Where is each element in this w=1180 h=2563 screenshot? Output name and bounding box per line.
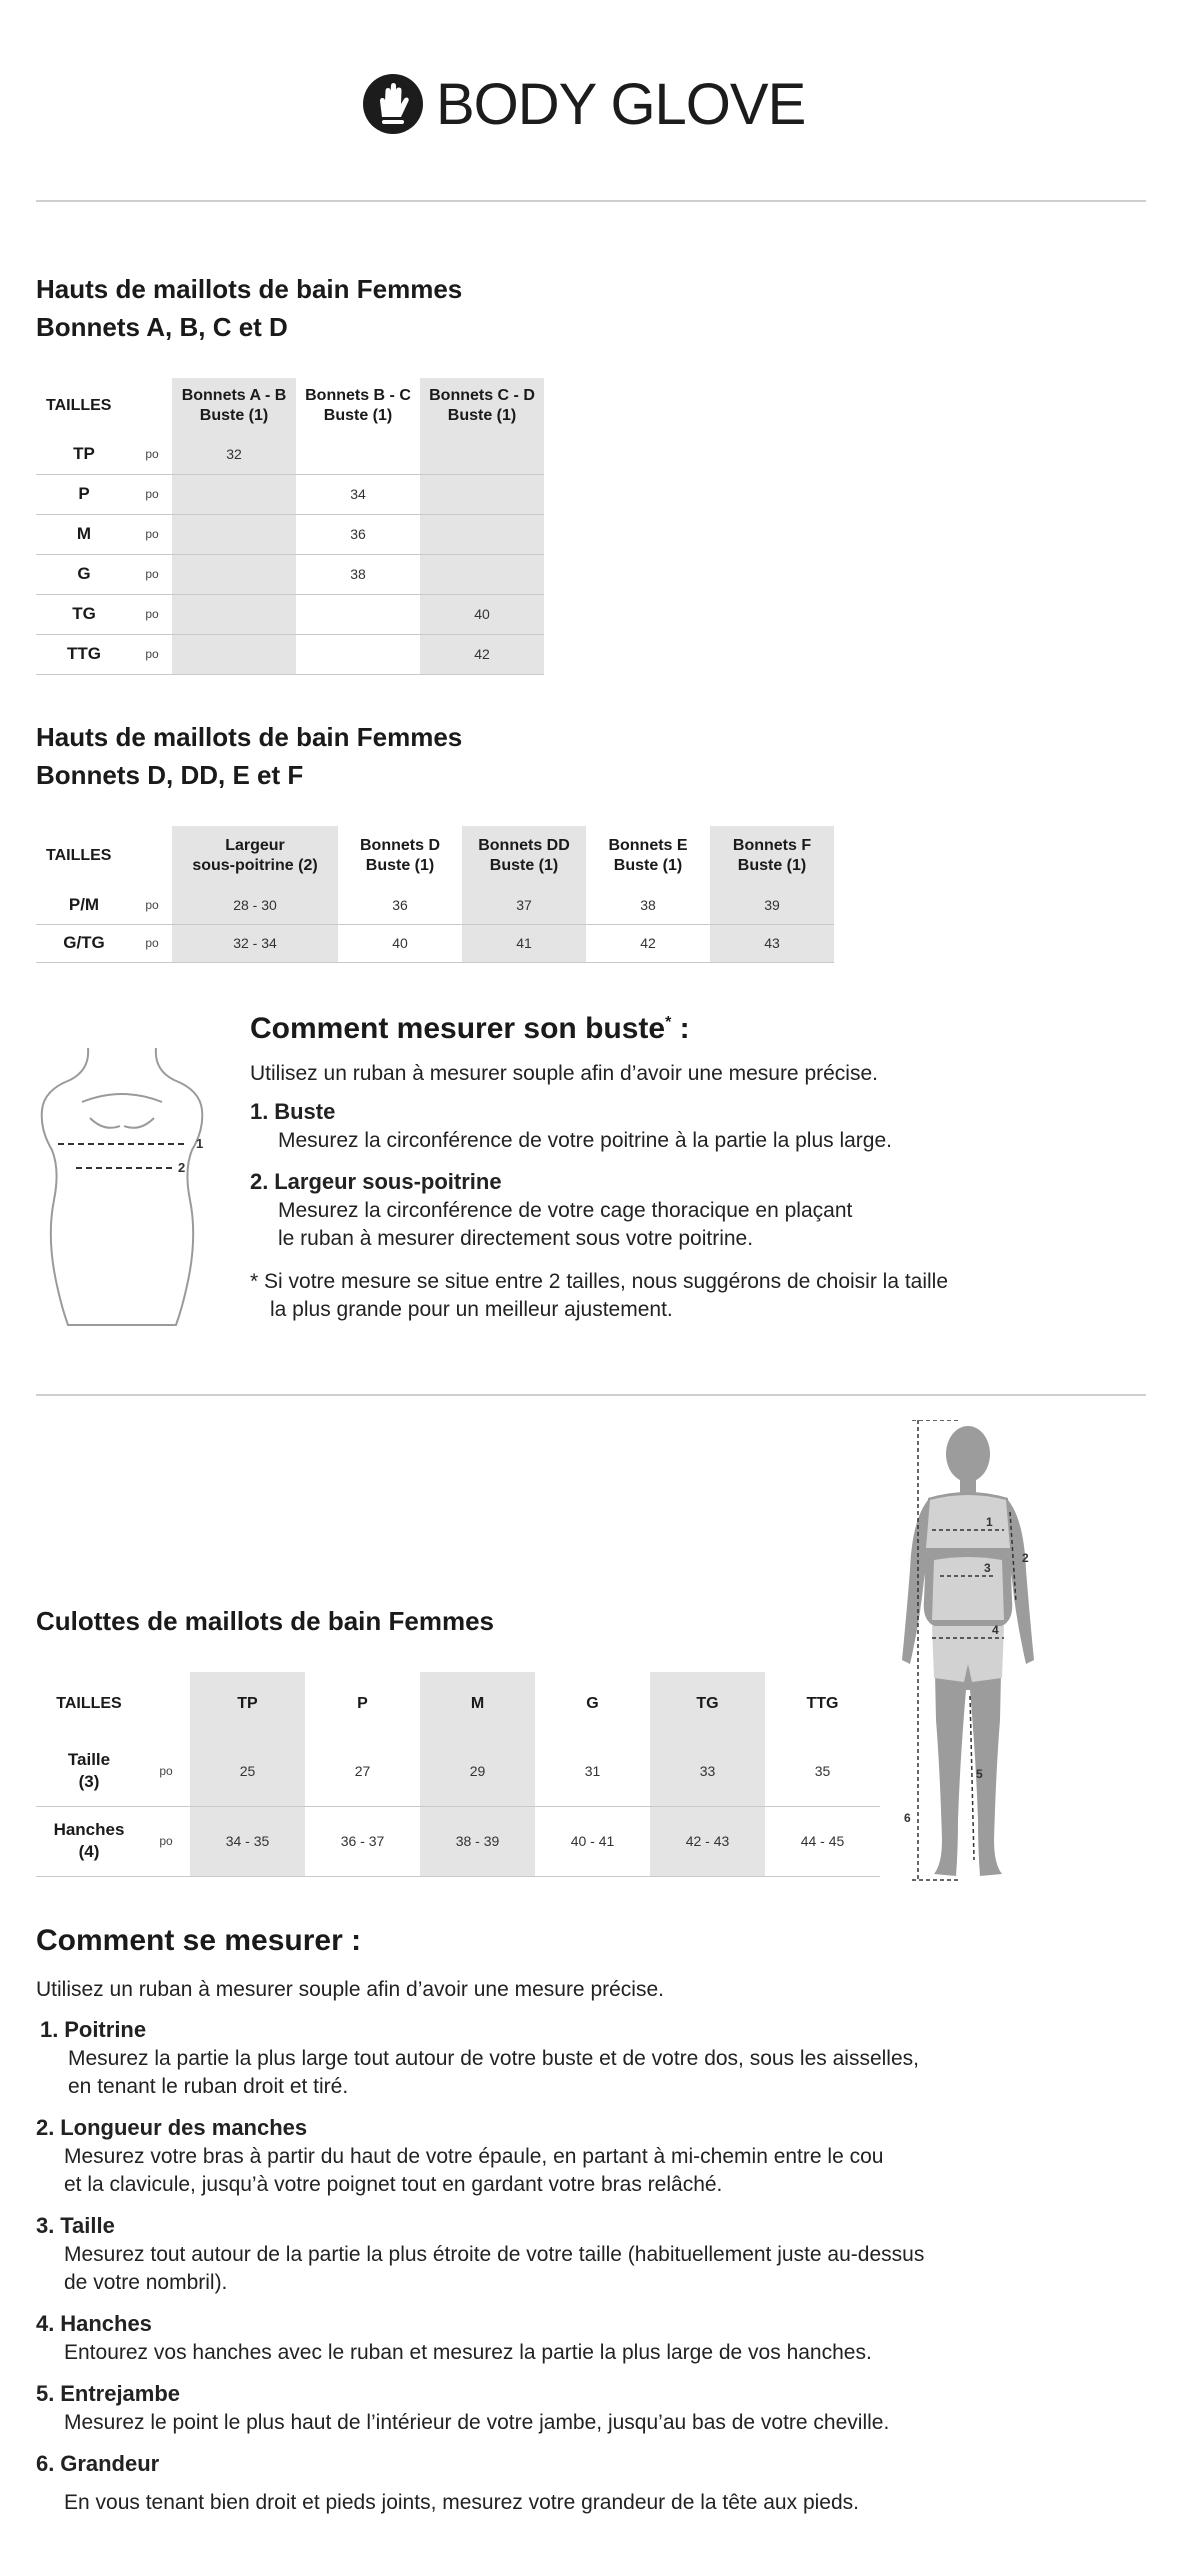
table-row [36, 924, 834, 962]
col-size-tg: TG [650, 1672, 765, 1736]
table-row [36, 434, 544, 474]
item-number: 2. [36, 2115, 55, 2140]
col-sub: sous-poitrine (2) [192, 857, 318, 874]
value-cell: 40 - 41 [535, 1806, 650, 1876]
bust-howto-title [250, 1012, 690, 1046]
size-cell: G [36, 554, 132, 594]
item-desc: Mesurez la circonférence de votre poitrine à la partie la plus large. [278, 1129, 892, 1152]
table-row [36, 886, 834, 924]
tops-def-title [36, 718, 462, 794]
value-cell: 36 [296, 514, 420, 554]
table-row [36, 554, 544, 594]
body-howto-item-3 [36, 2212, 924, 2297]
col-sub: Buste (1) [447, 407, 517, 424]
figure-label-5: 5 [976, 1767, 983, 1781]
value-cell: 36 [338, 886, 462, 924]
size-cell: P/M [36, 886, 132, 924]
col-size-tp: TP [190, 1672, 305, 1736]
unit-cell: po [142, 1806, 190, 1876]
figure-label-2: 2 [1022, 1551, 1029, 1565]
brand-logo [360, 66, 820, 142]
row-label-num: (3) [78, 1771, 100, 1791]
figure-label-2: 2 [178, 1160, 186, 1175]
body-howto-title: Comment se mesurer : [36, 1924, 362, 1957]
item-desc: Mesurez la circonférence de votre cage thoracique en plaçant [278, 1199, 853, 1222]
value-cell: 25 [190, 1736, 305, 1806]
value-cell: 28 - 30 [172, 886, 338, 924]
value-cell [172, 554, 296, 594]
unit-cell: po [132, 474, 172, 514]
figure-label-6: 6 [904, 1811, 911, 1825]
value-cell: 40 [338, 924, 462, 962]
bust-howto-item-1 [250, 1098, 892, 1155]
col-sub: Buste (1) [737, 857, 807, 874]
value-cell: 39 [710, 886, 834, 924]
col-unit [142, 1672, 190, 1736]
value-cell: 42 [420, 634, 544, 674]
size-cell: P [36, 474, 132, 514]
item-title: Largeur sous-poitrine [274, 1169, 502, 1194]
col-label: Largeur [225, 837, 285, 854]
col-label: Bonnets E [608, 837, 688, 854]
body-howto-item-1 [40, 2016, 919, 2101]
body-howto-item-4 [36, 2310, 872, 2367]
value-cell: 34 - 35 [190, 1806, 305, 1876]
col-label: Bonnets F [732, 837, 812, 854]
value-cell: 44 - 45 [765, 1806, 880, 1876]
tops-def-title-line1: Hauts de maillots de bain Femmes [36, 722, 463, 752]
figure-label-4: 4 [992, 1623, 999, 1637]
figure-label-1: 1 [986, 1515, 993, 1529]
item-title: Hanches [60, 2311, 152, 2336]
value-cell: 41 [462, 924, 586, 962]
col-unit [132, 826, 172, 886]
item-title: Poitrine [64, 2017, 147, 2042]
item-desc: Mesurez votre bras à partir du haut de votre épaule, en partant à mi-chemin entre le cou [64, 2145, 884, 2168]
body-howto-item-6 [36, 2450, 859, 2517]
body-howto-intro: Utilisez un ruban à mesurer souple afin d’avoir une mesure précise. [36, 1978, 664, 2001]
col-sizes: TAILLES [46, 847, 112, 864]
item-number: 5. [36, 2381, 55, 2406]
table-header-row [36, 378, 544, 434]
item-desc: Mesurez tout autour de la partie la plus étroite de votre taille (habituellement juste au-dessus [64, 2243, 925, 2266]
col-cup-f [710, 826, 834, 886]
col-label: Bonnets B - C [305, 387, 411, 404]
col-cup-ab [172, 378, 296, 434]
bottoms-title: Culottes de maillots de bain Femmes [36, 1606, 494, 1636]
size-cell: TTG [36, 634, 132, 674]
tops-def-title-line2: Bonnets D, DD, E et F [36, 760, 304, 790]
item-number: 3. [36, 2213, 55, 2238]
row-label [36, 1736, 142, 1806]
item-desc: Entourez vos hanches avec le ruban et mesurez la partie la plus large de vos hanches. [64, 2341, 872, 2364]
col-sizes: TAILLES [56, 1695, 122, 1712]
unit-cell: po [132, 434, 172, 474]
item-title: Taille [60, 2213, 115, 2238]
col-cup-d [338, 826, 462, 886]
col-label: Bonnets D [360, 837, 440, 854]
bust-howto-title-colon: : [671, 1012, 690, 1045]
value-cell: 31 [535, 1736, 650, 1806]
unit-cell: po [132, 594, 172, 634]
table-header-row [36, 826, 834, 886]
value-cell [172, 514, 296, 554]
col-size-ttg: TTG [806, 1695, 839, 1712]
item-desc: en tenant le ruban droit et tiré. [68, 2075, 349, 2098]
value-cell: 42 [586, 924, 710, 962]
item-title: Entrejambe [60, 2381, 181, 2406]
value-cell [296, 434, 420, 474]
figure-label-1: 1 [196, 1136, 204, 1151]
value-cell: 38 - 39 [420, 1806, 535, 1876]
body-howto-item-2 [36, 2114, 883, 2199]
size-cell: M [36, 514, 132, 554]
table-row [36, 474, 544, 514]
item-number: 6. [36, 2451, 55, 2476]
bust-howto-title-mark: * [665, 1014, 672, 1031]
value-cell [420, 474, 544, 514]
item-number: 1. [40, 2017, 59, 2042]
col-cup-cd [420, 378, 544, 434]
col-size-m: M [420, 1672, 535, 1736]
bottoms-table [36, 1672, 880, 1877]
col-label: Bonnets A - B [181, 387, 287, 404]
unit-cell: po [132, 924, 172, 962]
col-sub: Buste (1) [613, 857, 683, 874]
col-label: Bonnets DD [478, 837, 570, 854]
unit-cell: po [142, 1736, 190, 1806]
row-label-text: Hanches [53, 1820, 125, 1839]
col-unit [132, 378, 172, 434]
item-desc: Mesurez le point le plus haut de l’intérieur de votre jambe, jusqu’au bas de votre cheville. [64, 2411, 890, 2434]
figure-label-3: 3 [984, 1561, 991, 1575]
value-cell: 34 [296, 474, 420, 514]
divider [36, 1394, 1146, 1396]
value-cell [172, 474, 296, 514]
bust-howto-intro: Utilisez un ruban à mesurer souple afin d’avoir une mesure précise. [250, 1062, 878, 1085]
value-cell: 32 [172, 434, 296, 474]
col-label: Bonnets C - D [429, 387, 535, 404]
table-row [36, 1736, 880, 1806]
item-desc: Mesurez la partie la plus large tout autour de votre buste et de votre dos, sous les aisselles, [68, 2047, 919, 2070]
tops-abcd-title-line2: Bonnets A, B, C et D [36, 312, 288, 342]
item-number: 4. [36, 2311, 55, 2336]
table-row [36, 634, 544, 674]
bust-figure-illustration [30, 1040, 230, 1340]
col-cup-dd [462, 826, 586, 886]
item-desc: En vous tenant bien droit et pieds joints, mesurez votre grandeur de la tête aux pieds. [64, 2491, 859, 2514]
tops-def-table [36, 826, 834, 963]
item-title: Buste [274, 1099, 336, 1124]
col-sub: Buste (1) [323, 407, 393, 424]
value-cell: 29 [420, 1736, 535, 1806]
value-cell: 38 [296, 554, 420, 594]
item-number: 1. [250, 1099, 269, 1124]
value-cell: 37 [462, 886, 586, 924]
value-cell: 43 [710, 924, 834, 962]
col-sub: Buste (1) [365, 857, 435, 874]
value-cell: 32 - 34 [172, 924, 338, 962]
value-cell [420, 434, 544, 474]
body-figure-illustration [898, 1420, 1058, 1890]
bust-howto-note [250, 1268, 948, 1324]
value-cell: 36 - 37 [305, 1806, 420, 1876]
item-title: Grandeur [60, 2451, 160, 2476]
item-desc: le ruban à mesurer directement sous votre poitrine. [278, 1227, 754, 1250]
unit-cell: po [132, 514, 172, 554]
value-cell [172, 594, 296, 634]
size-cell: TG [36, 594, 132, 634]
value-cell: 27 [305, 1736, 420, 1806]
unit-cell: po [132, 634, 172, 674]
row-label-num: (4) [78, 1842, 100, 1861]
unit-cell: po [132, 554, 172, 594]
item-desc: et la clavicule, jusqu’à votre poignet tout en gardant votre bras relâché. [64, 2173, 723, 2196]
value-cell: 40 [420, 594, 544, 634]
item-number: 2. [250, 1169, 269, 1194]
col-size-g: G [586, 1695, 599, 1712]
tops-abcd-title [36, 270, 462, 346]
item-title: Longueur des manches [60, 2115, 308, 2140]
note-line: la plus grande pour un meilleur ajustement. [270, 1298, 673, 1321]
value-cell [296, 594, 420, 634]
col-underbust [172, 826, 338, 886]
row-label-text: Taille [67, 1749, 111, 1769]
value-cell [420, 514, 544, 554]
table-header-row [36, 1672, 880, 1736]
size-cell: TP [36, 434, 132, 474]
brand-name: BODY GLOVE [436, 71, 806, 137]
col-cup-e [586, 826, 710, 886]
table-row [36, 514, 544, 554]
row-label [36, 1806, 142, 1876]
col-sub: Buste (1) [489, 857, 559, 874]
value-cell [296, 634, 420, 674]
unit-cell: po [132, 886, 172, 924]
value-cell: 33 [650, 1736, 765, 1806]
table-row [36, 594, 544, 634]
bust-howto-item-2 [250, 1168, 852, 1253]
tops-abcd-title-line1: Hauts de maillots de bain Femmes [36, 274, 463, 304]
size-cell: G/TG [36, 924, 132, 962]
value-cell: 42 - 43 [650, 1806, 765, 1876]
col-sizes: TAILLES [46, 397, 112, 414]
value-cell [172, 634, 296, 674]
bust-howto-title-text: Comment mesurer son buste [250, 1012, 666, 1045]
tops-abcd-table [36, 378, 544, 675]
col-cup-bc [296, 378, 420, 434]
col-size-p: P [357, 1695, 368, 1712]
divider [36, 200, 1146, 202]
value-cell: 38 [586, 886, 710, 924]
item-desc: de votre nombril). [64, 2271, 228, 2294]
hand-logo-icon [360, 71, 426, 137]
body-howto-item-5 [36, 2380, 889, 2437]
table-row [36, 1806, 880, 1876]
value-cell [420, 554, 544, 594]
col-sub: Buste (1) [199, 407, 269, 424]
value-cell: 35 [765, 1736, 880, 1806]
note-line: * Si votre mesure se situe entre 2 tailles, nous suggérons de choisir la taille [250, 1270, 949, 1293]
